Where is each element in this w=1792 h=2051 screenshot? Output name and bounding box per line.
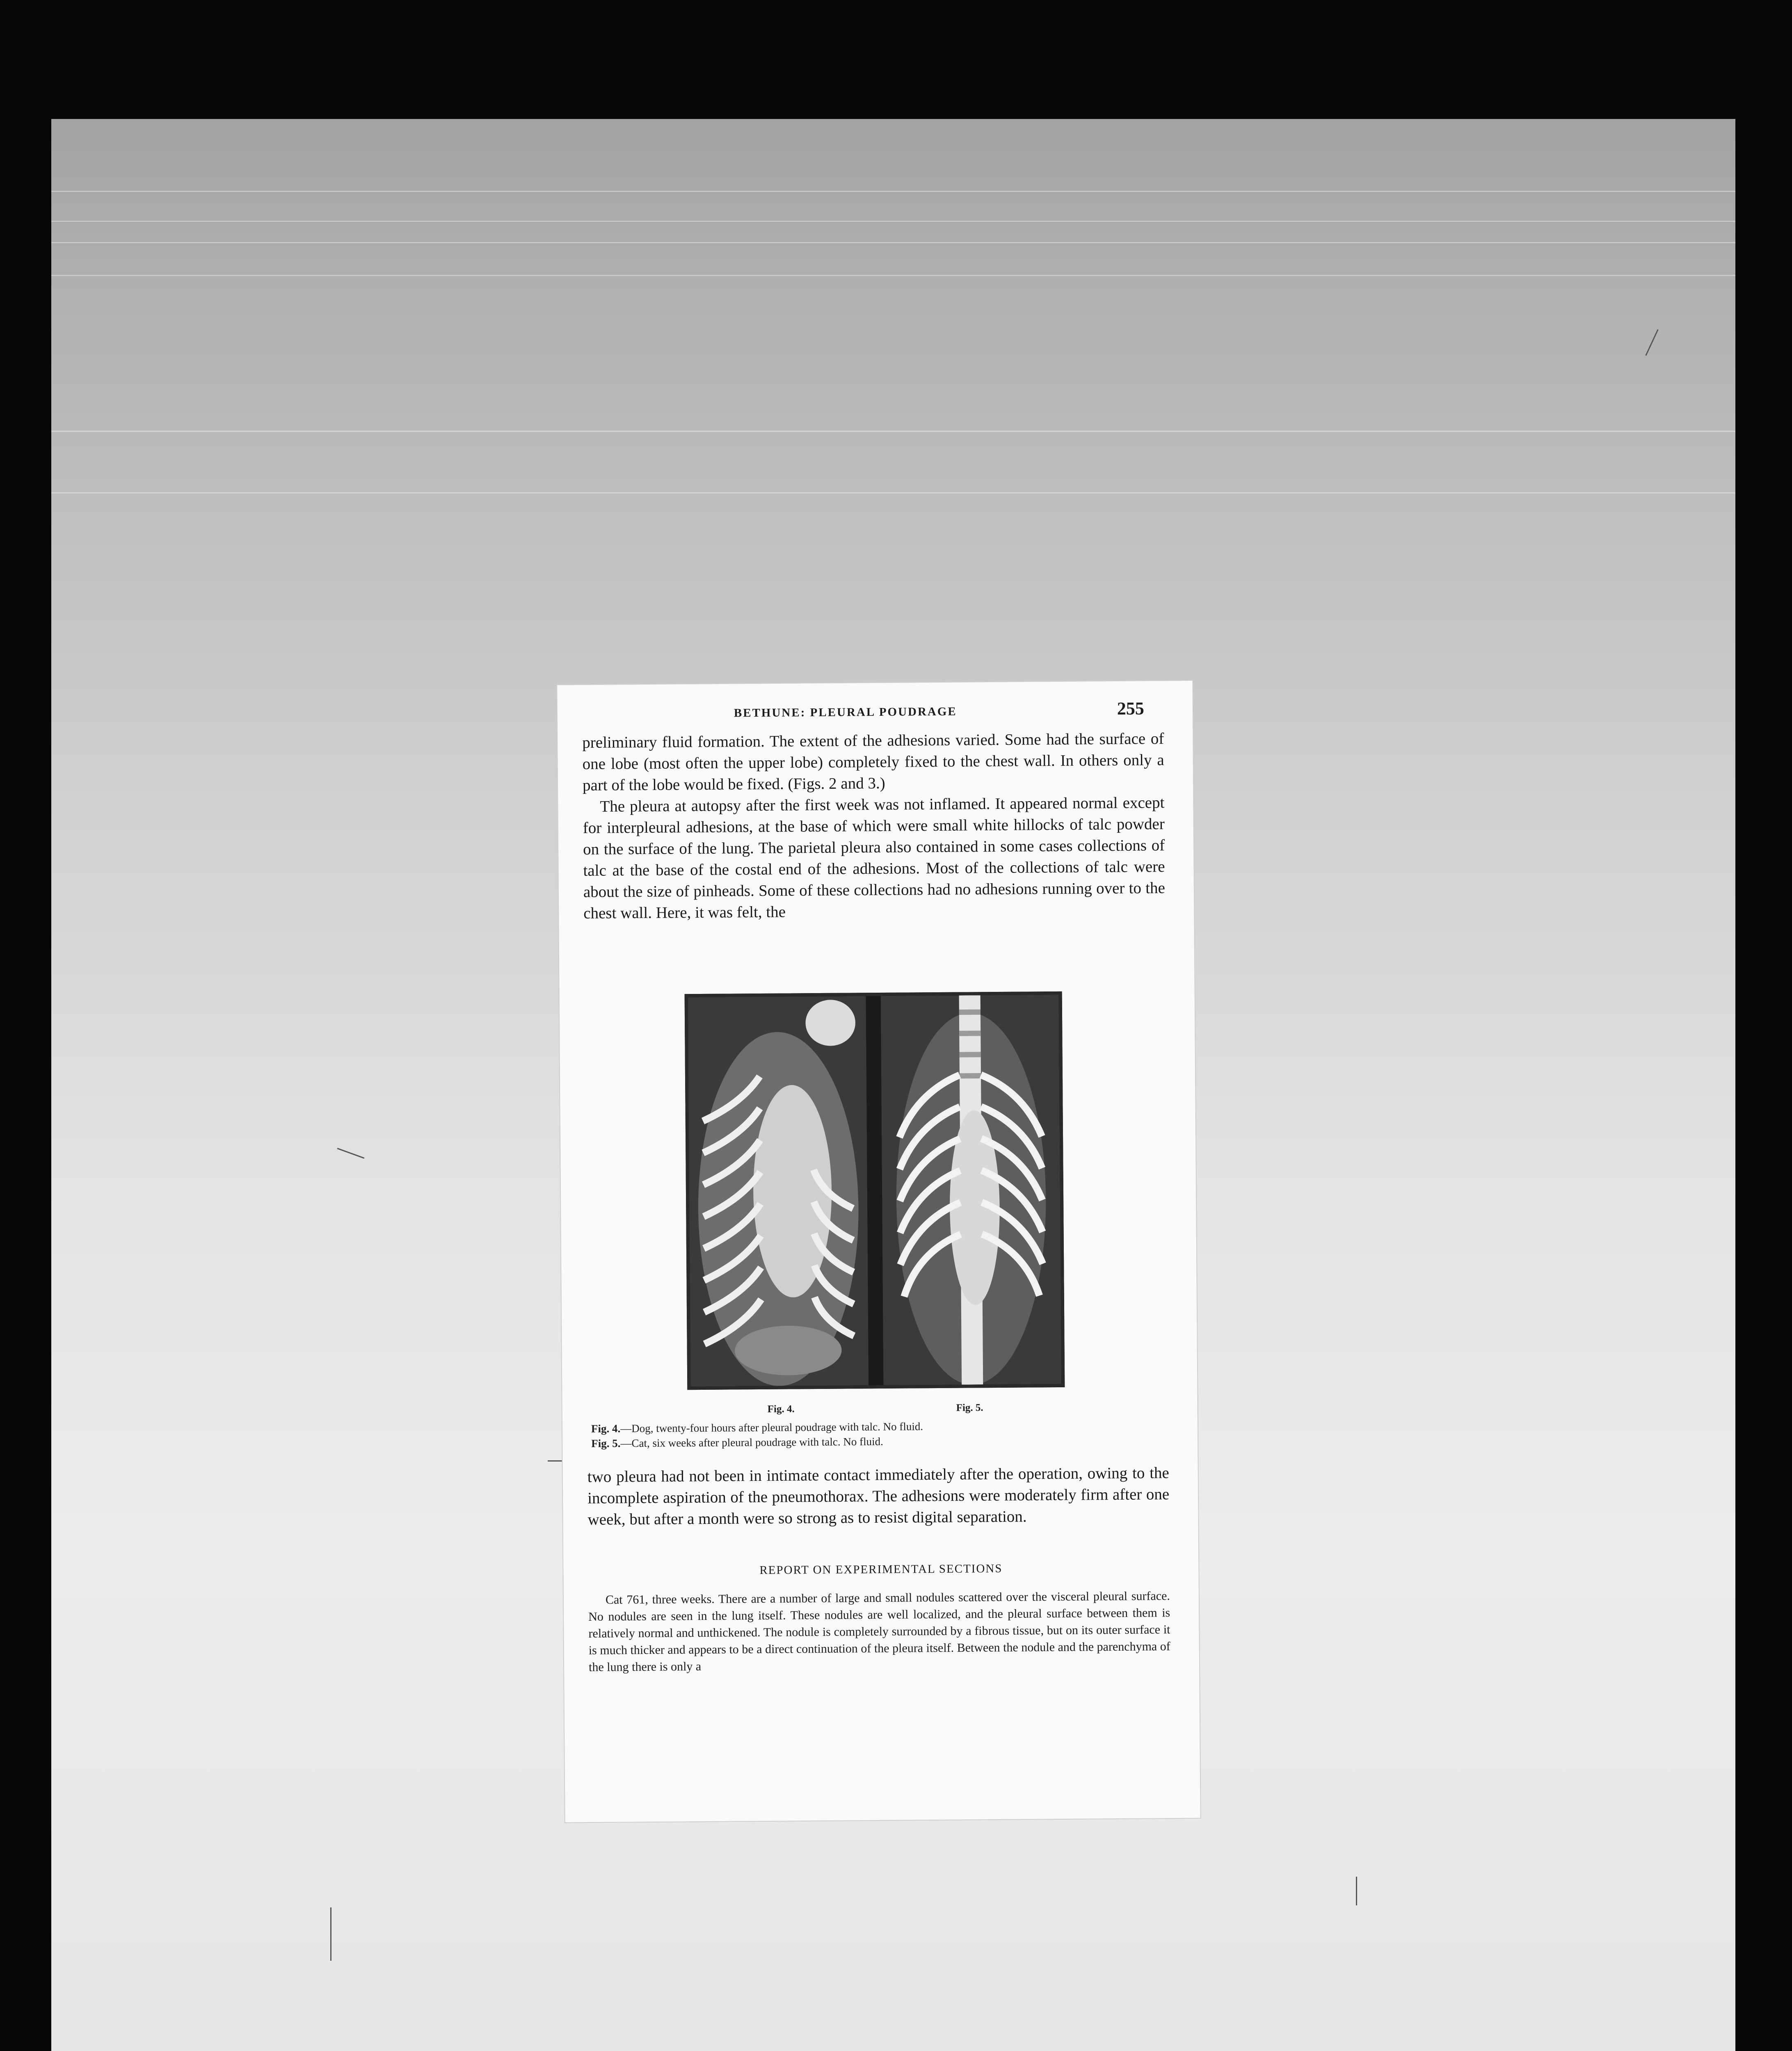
figure-label-4: Fig. 4. (767, 1403, 795, 1415)
running-head: BETHUNE: PLEURAL POUDRAGE (734, 705, 957, 720)
caption-fig-5-text: —Cat, six weeks after pleural poudrage with talc. No fluid. (620, 1435, 883, 1450)
xray-dog-image (688, 996, 869, 1386)
section-title: REPORT ON EXPERIMENTAL SECTIONS (759, 1562, 1003, 1577)
body-text-bottom (587, 1462, 1170, 1530)
xray-cat-image (881, 995, 1062, 1385)
paragraph-2: The pleura at autopsy after the first week was not inflamed. It appeared normal except for interpleural adhesions, at the base of which were small white hillocks of talc powder on the surface of the lung. The parietal pleura also contained in some cases collections of talc at the base of the costal end of the adhesions. Most of the collections of talc were about the size of pinheads. Some of these collections had no adhesions running over to the chest wall. Here, it was felt, the (583, 794, 1165, 923)
paragraph-1: preliminary fluid formation. The extent of the adhesions varied. Some had the surface of one lobe (most often the upper lobe) completely fixed to the chest wall. In others only a part of the lobe would be fixed. (Figs. 2 and 3.) (582, 730, 1164, 795)
journal-page (557, 681, 1200, 1823)
paragraph-3: two pleura had not been in intimate contact immediately after the operation, owing to the incomplete aspiration of the pneumothorax. The adhesions were moderately firm after one week, but after a month were so strong as to resist digital separation. (587, 1464, 1170, 1528)
body-text-top (582, 728, 1165, 924)
xray-figure (685, 991, 1065, 1390)
caption-fig-4-text: —Dog, twenty-four hours after pleural poudrage with talc. No fluid. (620, 1420, 923, 1435)
section-paragraph: Cat 761, three weeks. There are a number of large and small nodules scattered over the visceral pleural surface. No nodules are seen in the lung itself. These nodules are well localized, and the pleural surface between them is relatively normal and unthickened. The nodule is completely surrounded by a fibrous tissue, but on its outer surface it is much thicker and appears to be a direct continuation of the pleura itself. Between the nodule and the parenchyma of the lung there is only a (588, 1589, 1170, 1674)
section-text (588, 1587, 1170, 1676)
caption-fig-5-lead: Fig. 5. (591, 1437, 621, 1450)
figure-label-5: Fig. 5. (956, 1402, 983, 1414)
page-number: 255 (1117, 698, 1144, 719)
figure-captions (591, 1417, 1174, 1451)
caption-fig-4-lead: Fig. 4. (591, 1422, 621, 1435)
page-header (558, 695, 1193, 724)
